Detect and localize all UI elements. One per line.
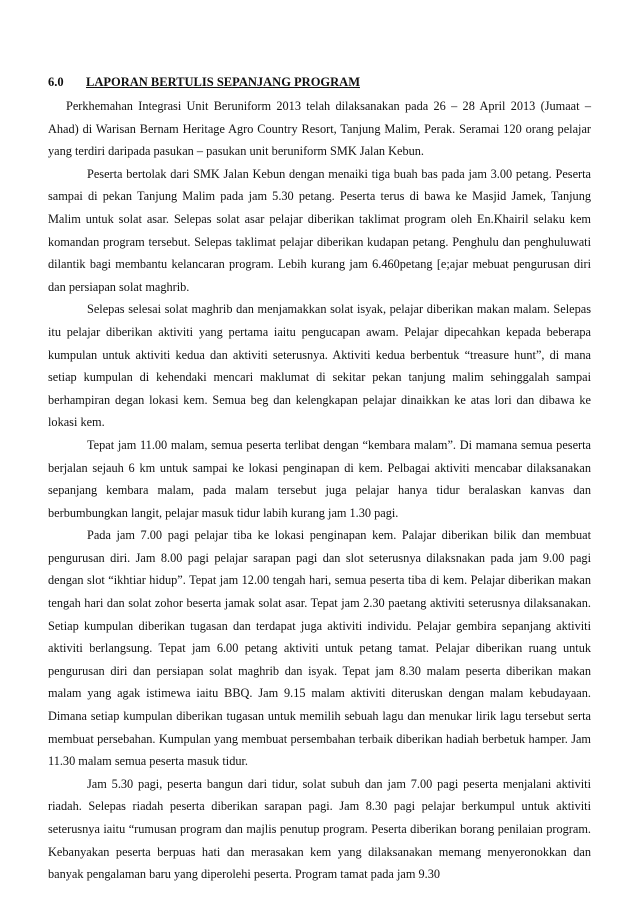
- paragraph-departure: Peserta bertolak dari SMK Jalan Kebun dengan menaiki tiga buah bas pada jam 3.00 petang. Peserta sampai di pekan Tanjung Malim pada jam 5.30 petang. Peserta terus di bawa ke Masjid Jamek, Tanjung Malim untuk solat asar. Selepas solat asar pelajar diberikan taklimat program oleh En.Khairil selaku kem komandan program tersebut. Selepas taklimat pelajar diberikan kudapan petang. Penghulu dan penghuluwati dilantik bagi membantu kelancaran program. Lebih kurang jam 6.460petang [e;ajar mebuat pengurusan diri dan persiapan solat maghrib.: [48, 166, 591, 294]
- paragraph-intro: Perkhemahan Integrasi Unit Beruniform 2013 telah dilaksanakan pada 26 – 28 April 2013 (Jumaat – Ahad) di Warisan Bernam Heritage Agro Country Resort, Tanjung Malim, Perak. Seramai 120 orang pelajar yang terdiri daripada pasukan – pasukan unit beruniform SMK Jalan Kebun.: [48, 99, 591, 159]
- paragraph-first-night: Selepas selesai solat maghrib dan menjamakkan solat isyak, pelajar diberikan makan malam. Selepas itu pelajar diberikan aktiviti yang pertama iaitu pengucapan awam. Pelajar dipecahkan kepada beberapa kumpulan untuk aktiviti kedua dan aktiviti seterusnya. Aktiviti kedua berbentuk “treasure hunt”, di mana setiap kumpulan di kehendaki mencari maklumat di sekitar pekan tanjung malim sehinggalah sampai berhampiran degan lokasi kem. Semua beg dan kelengkapan pelajar dinaikkan ke atas lori dan dibawa ke lokasi kem.: [48, 302, 591, 430]
- paragraph-night-trek: Tepat jam 11.00 malam, semua peserta terlibat dengan “kembara malam”. Di mamana semua peserta berjalan sejauh 6 km untuk sampai ke lokasi penginapan di kem. Pelbagai aktiviti mencabar dilaksanakan sepanjang kembara malam, pada malam tersebut juga pelajar hanya tidur beralaskan kanvas dan berbumbungkan langit, pelajar masuk tidur labih kurang jam 1.30 pagi.: [48, 437, 591, 520]
- report-body: [48, 95, 591, 886]
- paragraph-final-day: Jam 5.30 pagi, peserta bangun dari tidur, solat subuh dan jam 7.00 pagi peserta menjalani aktiviti riadah. Selepas riadah peserta diberikan sarapan pagi. Jam 8.30 pagi pelajar berkumpul untuk aktiviti seterusnya iaitu “rumusan program dan majlis penutup program. Peserta diberikan borang penilaian program. Kebanyakan peserta berpuas hati dan merasakan kem yang dilaksanakan memang menyeronokkan dan banyak pengalaman baru yang diperolehi peserta. Program tamat pada jam 9.30: [48, 776, 591, 882]
- paragraph-second-day: Pada jam 7.00 pagi pelajar tiba ke lokasi penginapan kem. Palajar diberikan bilik dan membuat pengurusan diri. Jam 8.00 pagi pelajar sarapan pagi dan slot seterusnya dilaksnakan pada jam 9.00 pagi dengan slot “ikhtiar hidup”. Tepat jam 12.00 tengah hari, semua peserta tiba di kem. Pelajar diberikan makan tengah hari dan solat zohor beserta jamak solat asar. Tepat jam 2.30 paetang aktiviti seterusnya dilaksanakan. Setiap kumpulan diberikan tugasan dan terdapat juga aktiviti individu. Pelajar gembira sepanjang aktiviti aktiviti berlangsung. Tepat jam 6.00 petang aktiviti untuk petang tamat. Pelajar diberikan ruang untuk pengurusan diri dan persiapan solat maghrib dan isyak. Tepat jam 8.30 malam peserta diberikan makan malam yang agak istimewa iaitu BBQ. Jam 9.15 malam aktiviti diteruskan dengan malam kebudayaan. Dimana setiap kumpulan diberikan tugasan untuk memilih sebuah lagu dan menukar lirik lagu tersebut serta membuat persebahan. Kumpulan yang membuat persembahan terbaik diberikan hadiah berbetuk hamper. Jam 11.30 malam semua peserta masuk tidur.: [48, 528, 591, 769]
- section-number: 6.0: [48, 75, 64, 89]
- section-heading: [48, 74, 608, 90]
- section-title: LAPORAN BERTULIS SEPANJANG PROGRAM: [86, 75, 360, 89]
